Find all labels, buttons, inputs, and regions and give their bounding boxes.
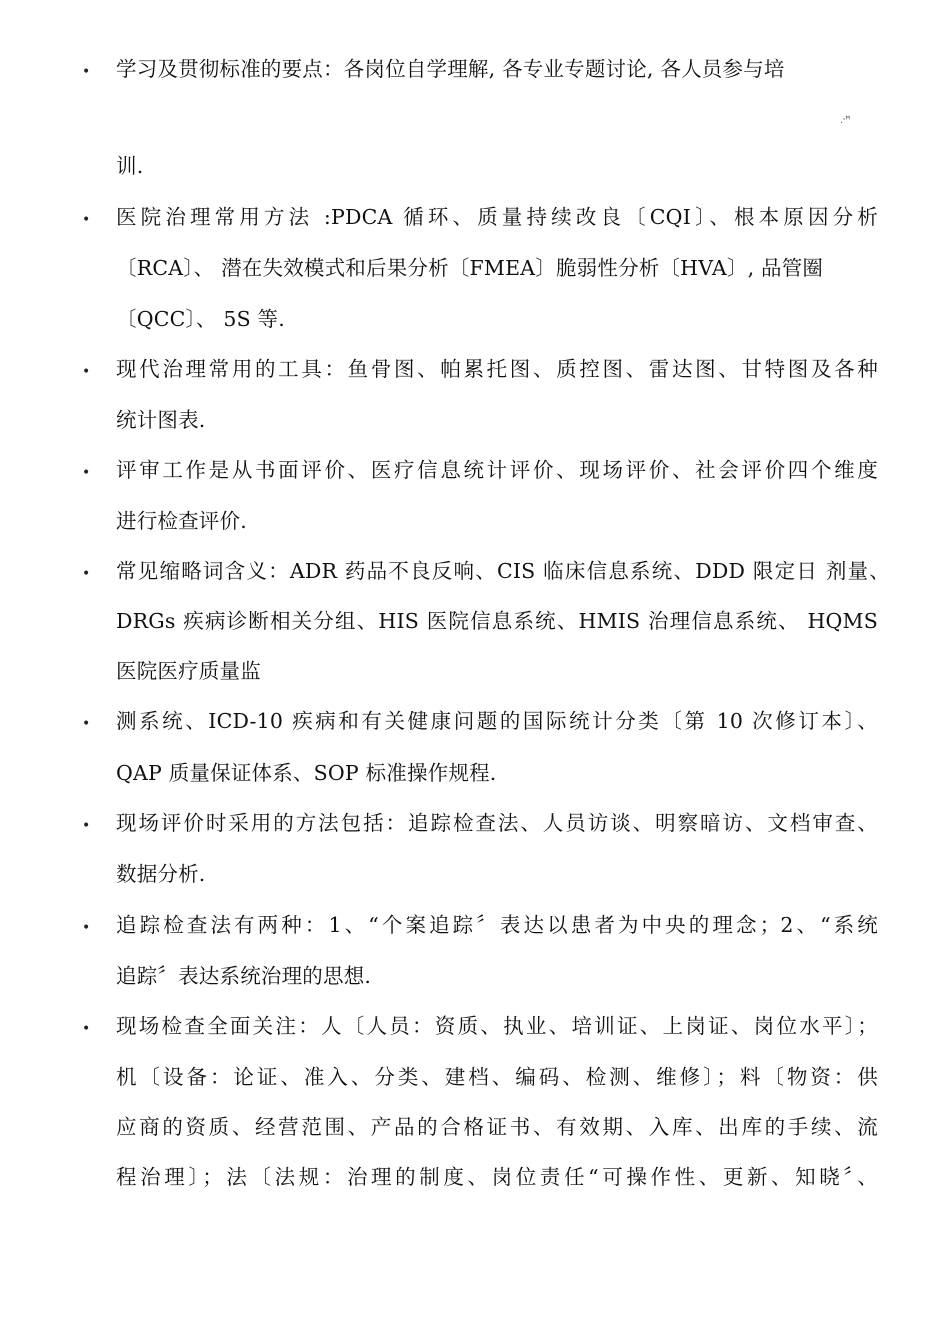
list-item-text: 测系统、ICD-10 疾病和有关健康问题的国际统计分类〔第 10 次修订本〕、 — [116, 709, 878, 733]
scan-mark: .᠊ꟸ — [840, 115, 851, 126]
list-item-text: 数据分析. — [116, 862, 206, 886]
bullet-icon: • — [82, 818, 91, 834]
list-item-text: 现场检查全面关注：人〔人员：资质、执业、培训证、上岗证、岗位水平〕； — [116, 1014, 878, 1038]
list-item-text: 常见缩略词含义：ADR 药品不良反响、CIS 临床信息系统、DDD 限定日 剂量、 — [116, 559, 890, 583]
list-item-text: 〔QCC〕、 5S 等. — [116, 307, 285, 331]
list-item-text: 程治理〕；法〔法规：治理的制度、岗位责任“可操作性、更新、知晓〞、 — [116, 1165, 878, 1189]
list-item-text: 现代治理常用的工具：鱼骨图、帕累托图、质控图、雷达图、甘特图及各种 — [116, 357, 878, 381]
list-item-text: 应商的资质、经营范围、产品的合格证书、有效期、入库、出库的手续、流 — [116, 1115, 878, 1139]
list-item-text: DRGs 疾病诊断相关分组、HIS 医院信息系统、HMIS 治理信息系统、 HQMS — [116, 609, 878, 633]
list-item-text: 追踪〞表达系统治理的思想. — [116, 964, 372, 988]
list-item-text: 医院医疗质量监 — [116, 659, 261, 683]
list-item-text: 追踪检查法有两种：1、“个案追踪〞表达以患者为中央的理念；2、“系统 — [116, 913, 878, 937]
bullet-icon: • — [82, 1021, 91, 1037]
bullet-icon: • — [82, 566, 91, 582]
list-item-text: 机〔设备：论证、准入、分类、建档、编码、检测、维修〕；料〔物资：供 — [116, 1065, 878, 1089]
list-item-text: 进行检查评价. — [116, 509, 247, 533]
list-item-text: QAP 质量保证体系、SOP 标准操作规程. — [116, 761, 497, 785]
list-item-text: 学习及贯彻标准的要点：各岗位自学理解, 各专业专题讨论, 各人员参与培 — [116, 57, 785, 81]
list-item-text: 医院治理常用方法 :PDCA 循环、质量持续改良〔CQI〕、根本原因分析 — [116, 205, 878, 229]
list-item-text: 训. — [116, 154, 144, 178]
list-item-text: 评审工作是从书面评价、医疗信息统计评价、现场评价、社会评价四个维度 — [116, 458, 878, 482]
list-item-text: 统计图表. — [116, 408, 206, 432]
bullet-icon: • — [82, 64, 91, 80]
bullet-icon: • — [82, 212, 91, 228]
list-item-text: 〔RCA〕、 潜在失效模式和后果分析〔FMEA〕脆弱性分析〔HVA〕, 品管圈 — [116, 256, 824, 280]
bullet-icon: • — [82, 364, 91, 380]
bullet-icon: • — [82, 920, 91, 936]
list-item-text: 现场评价时采用的方法包括：追踪检查法、人员访谈、明察暗访、文档审查、 — [116, 811, 878, 835]
bullet-icon: • — [82, 465, 91, 481]
bullet-icon: • — [82, 716, 91, 732]
